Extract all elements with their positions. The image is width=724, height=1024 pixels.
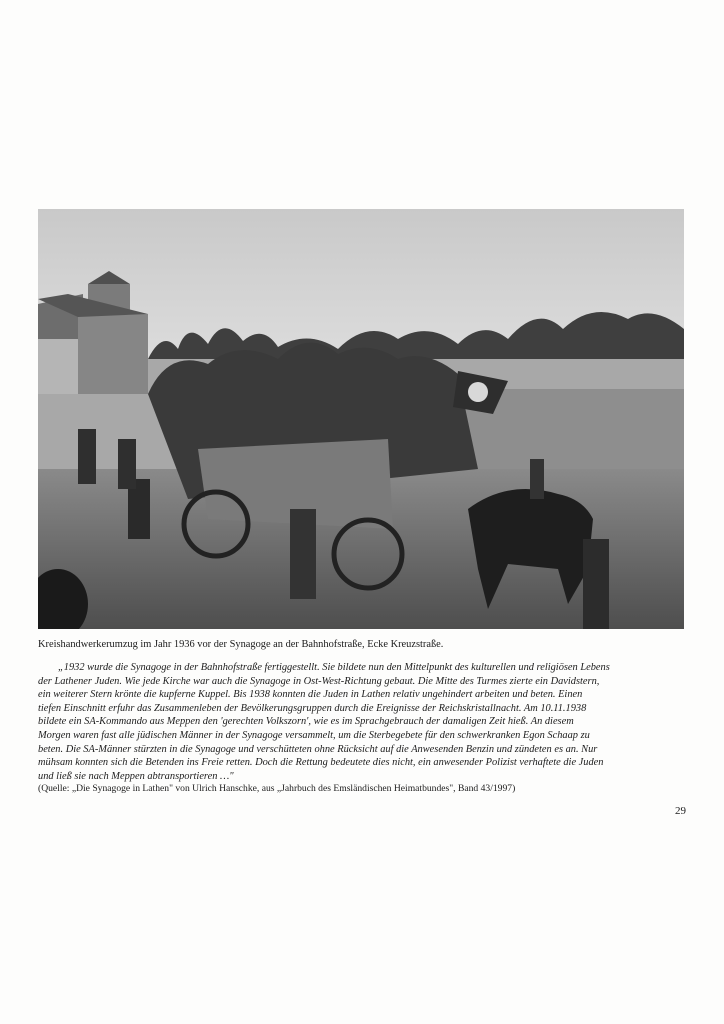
photo-caption: Kreishandwerkerumzug im Jahr 1936 vor der Synagoge an der Bahnhofstraße, Ecke Kreuzstraße. [38,639,444,650]
photo-image [38,209,684,629]
quote-line: beten. Die SA-Männer stürzten in die Synagoge und verschütteten ohne Rücksicht auf die Anwesenden Benzin und zündeten es an. Nur [38,743,598,755]
quote-line: mühsam konnten sich die Betenden ins Freie retten. Doch die Rettung bedeutete dies nicht, ein anwesender Polizist verhaftete die Juden [38,757,604,769]
quote-line: ein weiterer Stern krönte die kupferne Kuppel. Bis 1938 konnten die Juden in Lathen relativ ungehindert arbeiten und beten. Einen [38,689,583,701]
historical-photo [38,209,684,629]
quote-text [38,661,684,783]
page-number: 29 [675,805,686,817]
quote-line: der Lathener Juden. Wie jede Kirche war auch die Synagoge in Ost-West-Richtung gebaut. Die Mitte des Turmes zierte ein Davidstern, [38,675,600,687]
source-citation: (Quelle: „Die Synagoge in Lathen" von Ulrich Hanschke, aus „Jahrbuch des Emsländischen Heimatbundes", Band 43/1997) [38,783,516,794]
quote-line: „1932 wurde die Synagoge in der Bahnhofstraße fertiggestellt. Sie bildete nun den Mittelpunkt des kulturellen und religiösen Lebens [58,662,610,673]
quote-line: bildete ein SA-Kommando aus Meppen den 'gerechten Volkszorn', wie es im Sprachgebrauch der damaligen Zeit hieß. An diesem [38,716,574,728]
quote-line: Morgen waren fast alle jüdischen Männer in der Synagoge versammelt, um die Sterbegebete für den schwerkranken Egon Schaap zu [38,729,590,741]
quote-line: und ließ sie nach Meppen abtransportieren …" [38,770,234,782]
quote-line: tiefen Einschnitt erfuhr das Zusammenleben der Bevölkerungsgruppen durch die Ereignisse der Reichskristallnacht. Am 10.11.1938 [38,702,587,714]
